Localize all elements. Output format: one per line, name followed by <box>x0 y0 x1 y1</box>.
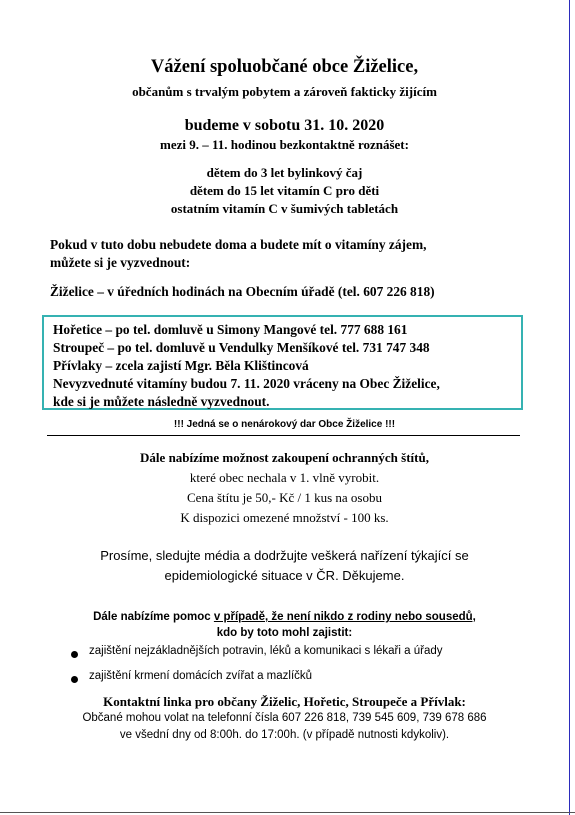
bullet-icon <box>71 676 78 683</box>
help-heading-prefix: Dále nabízíme pomoc <box>93 611 214 623</box>
pickup-absent-text: můžete si je vyzvednout: <box>50 255 191 270</box>
shields-heading: Dále nabízíme možnost zakoupení ochranných štítů, <box>140 450 429 465</box>
pickup-absent-text: Pokud v tuto dobu nebudete doma a budete mít o vitamíny zájem, <box>50 237 427 252</box>
help-heading <box>0 611 569 623</box>
unclaimed-return-note: Nevyzvednuté vitamíny budou 7. 11. 2020 vráceny na Obec Žiželice, <box>53 376 440 391</box>
unclaimed-return-note: kde si je můžete následně vyzvednout. <box>53 394 270 409</box>
contact-horetice: Hořetice – po tel. domluvě u Simony Mangové tel. 777 688 161 <box>53 322 408 337</box>
pickup-zizelice-office: Žiželice – v úředních hodinách na Obecním úřadě (tel. 607 226 818) <box>50 284 435 299</box>
shields-text: které obec nechala v 1. vlně vyrobit. <box>189 470 380 485</box>
distribution-hours: mezi 9. – 11. hodinou bezkontaktně roznášet: <box>160 137 409 152</box>
divider <box>47 435 520 436</box>
help-heading-underlined: v případě, že není nikdo z rodiny nebo sousedů, <box>213 611 476 623</box>
bullet-icon <box>71 651 78 658</box>
shields-availability: K dispozici omezené množství - 100 ks. <box>180 510 389 525</box>
distribution-item: ostatním vitamín C v šumivých tabletách <box>170 201 399 216</box>
help-subheading: kdo by toto mohl zajistit: <box>216 627 353 639</box>
contact-stroupec: Stroupeč – po tel. domluvě u Vendulky Menšíkové tel. 731 747 348 <box>53 340 430 355</box>
shields-price: Cena štítu je 50,- Kč / 1 kus na osobu <box>187 490 382 505</box>
contact-box <box>42 315 523 410</box>
help-list-item: zajištění krmení domácích zvířat a mazlíčků <box>89 670 313 682</box>
contact-privlaky: Přívlaky – zcela zajistí Mgr. Běla Klištincová <box>53 358 309 373</box>
plea-text: epidemiologické situace v ČR. Děkujeme. <box>164 568 405 583</box>
plea-text: Prosíme, sledujte média a dodržujte veškerá nařízení týkající se <box>100 548 469 563</box>
distribution-item: dětem do 15 let vitamín C pro děti <box>189 183 380 198</box>
distribution-date: budeme v sobotu 31. 10. 2020 <box>184 117 385 134</box>
free-gift-notice: !!! Jedná se o nenárokový dar Obce Žiželice !!! <box>173 419 396 430</box>
distribution-item: dětem do 3 let bylinkový čaj <box>206 165 363 180</box>
hotline-hours: ve všední dny od 8:00h. do 17:00h. (v případě nutnosti kdykoliv). <box>119 729 450 741</box>
page-edge-right <box>569 0 570 815</box>
page-subtitle: občanům s trvalým pobytem a zároveň fakticky žijícím <box>132 84 437 99</box>
help-list-item: zajištění nejzákladnějších potravin, léků a komunikaci s lékaři a úřady <box>89 645 443 657</box>
hotline-numbers: Občané mohou volat na telefonní čísla 607 226 818, 739 545 609, 739 678 686 <box>82 712 487 724</box>
hotline-title: Kontaktní linka pro občany Žiželic, Hořetic, Stroupeče a Přívlak: <box>103 694 466 709</box>
page-title: Vážení spoluobčané obce Žiželice, <box>150 57 419 77</box>
page-edge-bottom <box>0 812 575 813</box>
